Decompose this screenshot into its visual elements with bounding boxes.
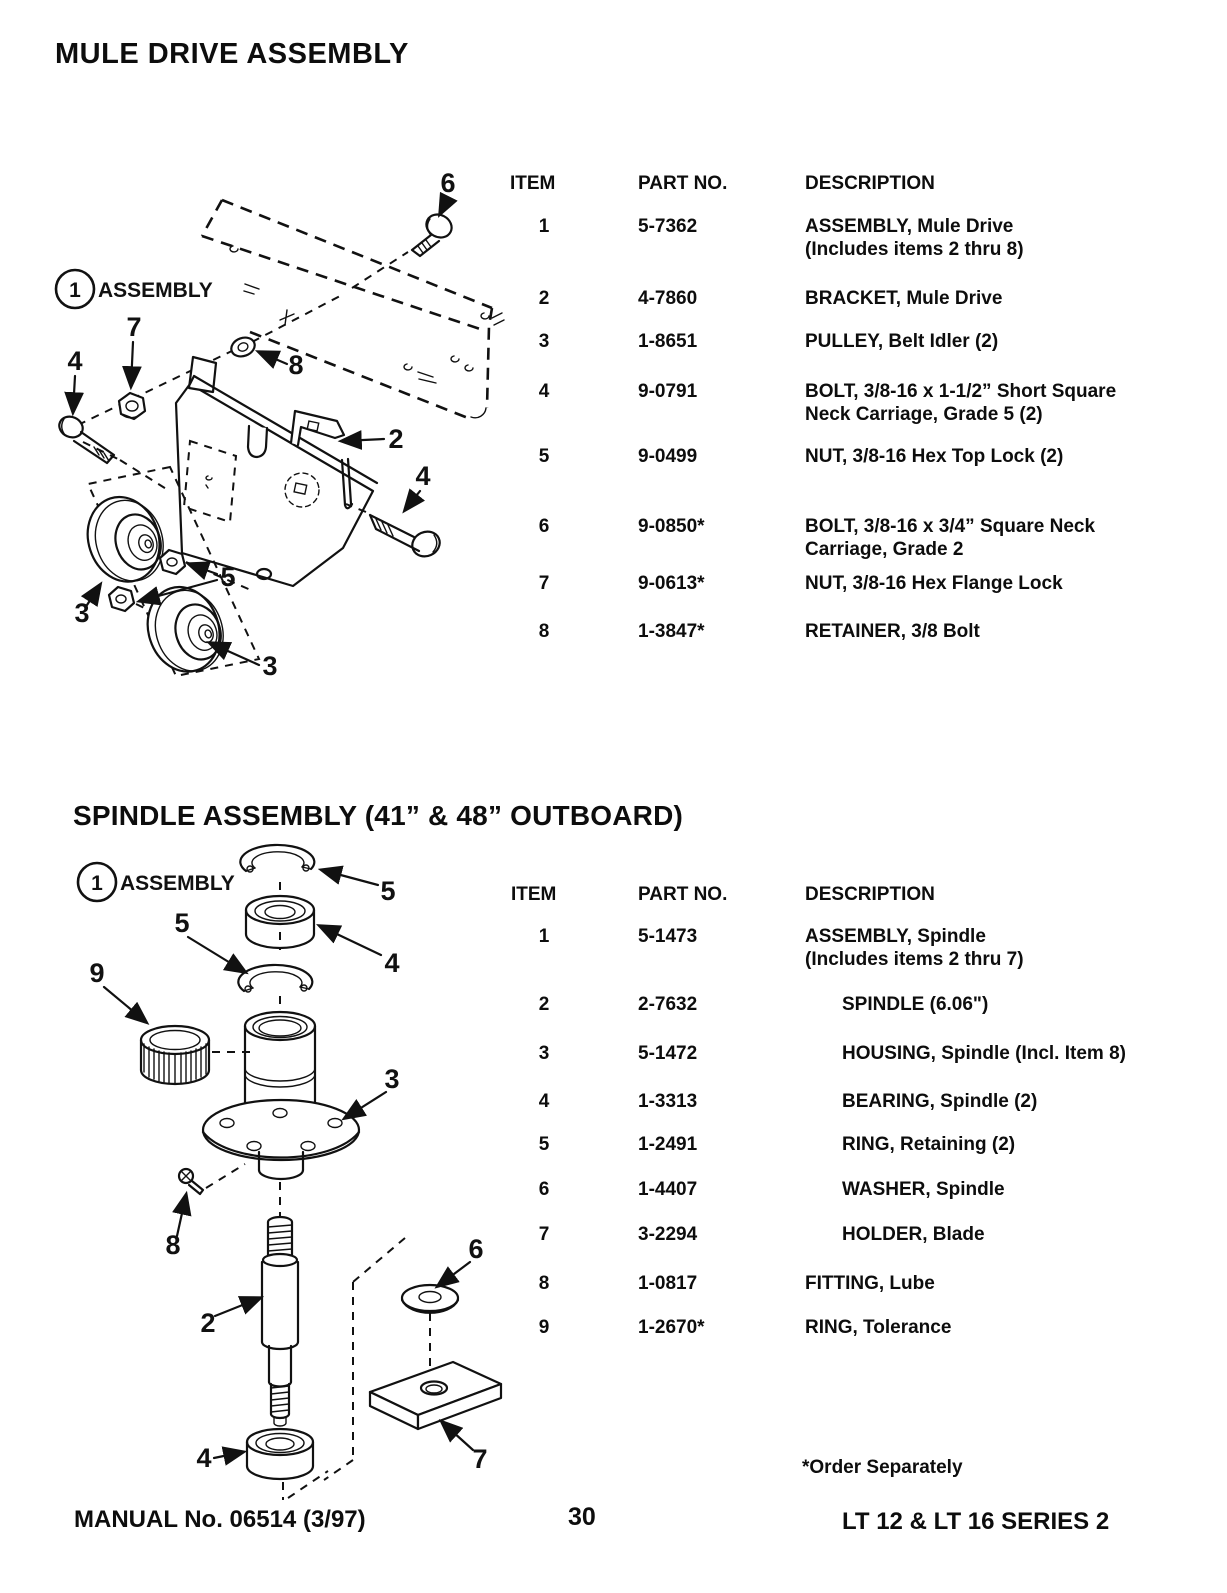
mule-drive-bracket <box>176 357 377 586</box>
callout-3b-arrow <box>210 643 259 665</box>
phantom-frame-bar <box>202 200 504 418</box>
callout-7-arrow <box>131 342 133 386</box>
page-title-mule-drive: MULE DRIVE ASSEMBLY <box>55 38 409 70</box>
callout-6-arrow <box>438 1262 470 1286</box>
spindle-parts-table: ITEM PART NO. DESCRIPTION 1 5-1473 ASSEMBLY, Spindle (Includes items 2 thru 7) 2 2-7632 SPINDLE (6.06") 3 5-1472 HOUSING, Spindle (Incl. Item 8) 4 1-3313 BEARING, Spindle (2) 5 1-2491 RING, Retaining (2) 6 1-4407 WASHER, Spindle 7 3-2294 HOLDER, Blade 8 1-0817 FITTING, Lube 9 1-2670* RING, Tolerance <box>511 884 1126 1338</box>
series-label: LT 12 & LT 16 SERIES 2 <box>842 1508 1110 1535</box>
hex-flange-nut <box>119 393 145 419</box>
callout-4a: 4 <box>67 346 83 376</box>
col-item: ITEM <box>510 173 556 194</box>
callout-7: 7 <box>472 1444 488 1474</box>
spindle-bearing-top <box>246 896 314 948</box>
callout-2: 2 <box>388 424 404 454</box>
callout-4a-arrow <box>320 926 381 955</box>
callout-2-arrow <box>215 1298 260 1316</box>
callout-4b-arrow <box>214 1452 243 1458</box>
col-part: PART NO. <box>638 173 728 194</box>
page-title-spindle: SPINDLE ASSEMBLY (41” & 48” OUTBOARD) <box>73 800 684 831</box>
callout-4a: 4 <box>384 948 400 978</box>
tolerance-ring <box>141 1026 250 1084</box>
callout-9: 9 <box>89 958 105 988</box>
callout-5: 5 <box>220 562 236 592</box>
callout-8: 8 <box>165 1230 181 1260</box>
callout-4b-arrow <box>405 491 420 510</box>
assembly-balloon <box>56 270 213 308</box>
idler-pulley-lower <box>137 577 233 682</box>
callout-2: 2 <box>200 1308 216 1338</box>
callout-8-arrow <box>259 352 287 364</box>
callout-5-arrow-a <box>189 564 217 574</box>
page-number: 30 <box>568 1503 596 1531</box>
callout-4a-arrow <box>73 376 75 412</box>
centerline <box>280 882 328 1500</box>
col-desc: DESCRIPTION <box>805 173 935 194</box>
carriage-bolt-short <box>412 210 456 256</box>
callout-3b: 3 <box>262 651 278 681</box>
col-desc: DESCRIPTION <box>805 884 935 905</box>
manual-number: MANUAL No. 06514 (3/97) <box>74 1506 366 1533</box>
callout-2-arrow <box>342 439 384 441</box>
mule-drive-diagram <box>40 160 510 705</box>
retaining-ring-top <box>240 845 314 872</box>
assembly-balloon <box>78 863 235 901</box>
callout-7: 7 <box>126 312 142 342</box>
callout-6: 6 <box>440 168 456 198</box>
guide-line <box>120 460 168 490</box>
bolt-retainer <box>229 334 258 359</box>
assembly-balloon-label: ASSEMBLY <box>120 872 235 895</box>
callout-3-arrow <box>345 1092 386 1118</box>
callout-4b: 4 <box>415 461 431 491</box>
spindle-housing <box>203 1012 359 1179</box>
col-part: PART NO. <box>638 884 728 905</box>
spindle-diagram <box>40 830 520 1520</box>
blade-holder <box>370 1362 501 1429</box>
assembly-balloon-number: 1 <box>69 279 81 302</box>
retaining-ring-mid <box>238 965 312 992</box>
order-separately-note: *Order Separately <box>802 1457 963 1478</box>
callout-3: 3 <box>384 1064 400 1094</box>
callout-5a-arrow <box>322 870 378 885</box>
carriage-bolt-left <box>56 413 114 463</box>
callout-5b: 5 <box>174 908 190 938</box>
col-item: ITEM <box>511 884 557 905</box>
idler-pulley-upper <box>77 487 173 592</box>
spindle-washer <box>402 1285 458 1313</box>
top-lock-nut-b <box>109 587 134 611</box>
callout-6-arrow <box>440 198 448 214</box>
guide-lines <box>324 1238 430 1480</box>
top-lock-nut-a <box>160 550 185 574</box>
callout-5b-arrow <box>188 937 245 972</box>
callout-8: 8 <box>288 350 304 380</box>
assembly-balloon-number: 1 <box>91 872 103 895</box>
lube-fitting <box>179 1164 245 1194</box>
callout-7-arrow <box>442 1422 473 1450</box>
callout-9-arrow <box>104 987 146 1022</box>
callout-5a: 5 <box>380 876 396 906</box>
assembly-balloon-label: ASSEMBLY <box>98 279 213 302</box>
callout-6: 6 <box>468 1234 484 1264</box>
callout-4b: 4 <box>196 1443 212 1473</box>
callout-3a: 3 <box>74 598 90 628</box>
spindle-bearing-bottom <box>247 1429 313 1479</box>
spindle-shaft <box>262 1217 298 1426</box>
mule-drive-parts-table: ITEM PART NO. DESCRIPTION 1 5-7362 ASSEMBLY, Mule Drive (Includes items 2 thru 8) 2 4-7860 BRACKET, Mule Drive 3 1-8651 PULLEY, Belt Idler (2) 4 9-0791 BOLT, 3/8-16 x 1-1/2” Short Square Neck Carriage, Grade 5 (2) 5 9-0499 NUT, 3/8-16 Hex Top Lock (2) 6 9-0850* BOLT, 3/8-16 x 3/4” Square Neck Carriage, Grade 2 7 9-0613* NUT, 3/8-16 Hex Flange Lock 8 1-3847* RETAINER, 3/8 Bolt <box>510 173 1117 642</box>
